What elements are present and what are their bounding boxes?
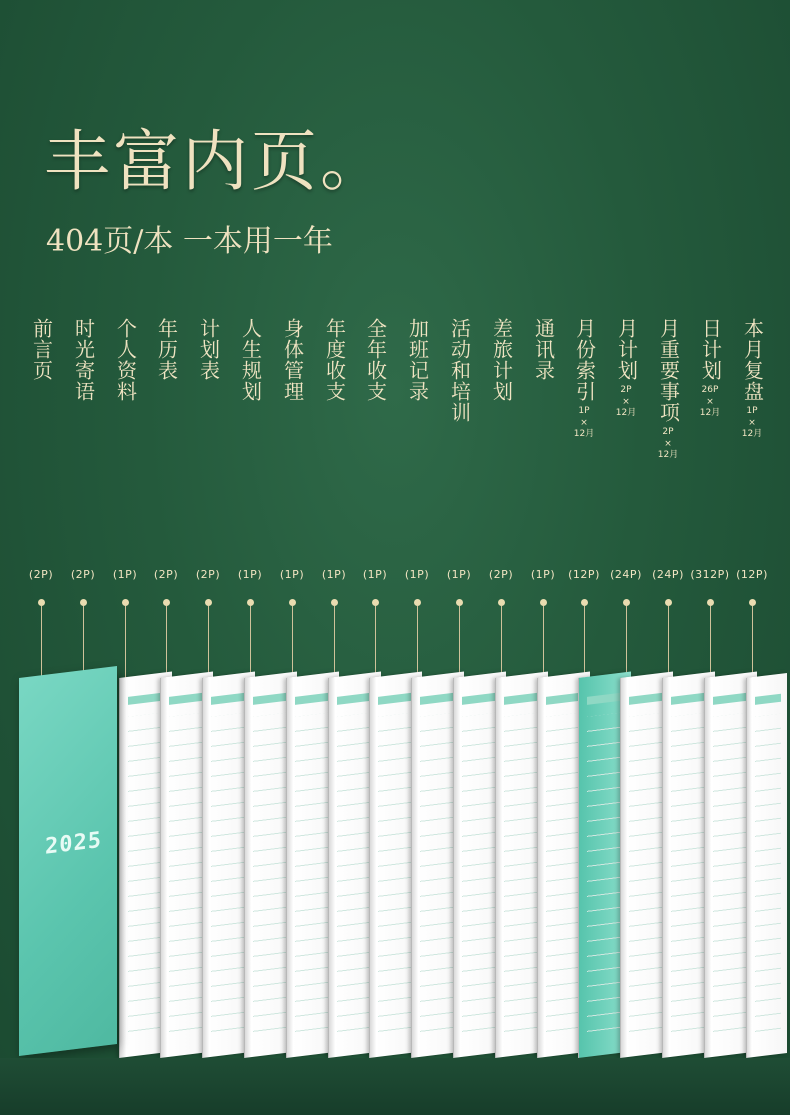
page-title: 丰富内页。 <box>44 123 389 200</box>
section-name: 全年收支 <box>363 318 388 402</box>
section-page-count: (1P) <box>112 568 138 581</box>
section-column <box>63 318 103 402</box>
pointer-dot <box>289 599 296 606</box>
section-page-count: (12P) <box>568 568 600 581</box>
section-column <box>523 318 563 381</box>
pointer-dot <box>163 599 170 606</box>
section-name: 月重要事项 <box>656 318 681 423</box>
section-column <box>272 318 312 402</box>
pointer-line <box>543 606 544 678</box>
pointer-line <box>208 606 209 678</box>
pointer-dot <box>205 599 212 606</box>
section-page-count: (24P) <box>652 568 684 581</box>
pointer-dot <box>707 599 714 606</box>
section-page-count: (1P) <box>321 568 347 581</box>
section-page-count: (12P) <box>736 568 768 581</box>
section-column <box>648 318 688 462</box>
section-multiplier: 2P × 12月 <box>657 427 679 461</box>
pointer-line <box>166 606 167 678</box>
section-name: 年度收支 <box>322 318 347 402</box>
section-page-count: (2P) <box>28 568 54 581</box>
pointer-line <box>752 606 753 678</box>
pointer-line <box>710 606 711 678</box>
pointer-dot <box>749 599 756 606</box>
section-name: 人生规划 <box>238 318 263 402</box>
section-column <box>481 318 521 402</box>
page-ruled-lines <box>755 714 781 1037</box>
section-name: 计划表 <box>196 318 221 381</box>
pointer-dot <box>540 599 547 606</box>
pointer-line <box>626 606 627 678</box>
pointer-line <box>375 606 376 678</box>
section-page-count: (1P) <box>404 568 430 581</box>
section-column <box>105 318 145 402</box>
pointer-line <box>584 606 585 678</box>
section-multiplier: 1P × 12月 <box>573 406 595 440</box>
pointer-dot <box>456 599 463 606</box>
pointer-dot <box>623 599 630 606</box>
section-name: 加班记录 <box>405 318 430 402</box>
pointer-dot <box>122 599 129 606</box>
pointer-dot <box>372 599 379 606</box>
notebook-page <box>746 673 787 1058</box>
pointer-dot <box>414 599 421 606</box>
section-page-count: (2P) <box>488 568 514 581</box>
section-page-count: (1P) <box>446 568 472 581</box>
section-page-count: (1P) <box>362 568 388 581</box>
pointer-line <box>459 606 460 678</box>
section-page-count: (1P) <box>237 568 263 581</box>
section-page-count: (312P) <box>690 568 730 581</box>
pointer-line <box>501 606 502 678</box>
cover-year: 2025 <box>45 827 102 860</box>
section-column <box>564 318 604 441</box>
section-name: 差旅计划 <box>489 318 514 402</box>
section-column <box>690 318 730 420</box>
pointer-dot <box>38 599 45 606</box>
page-header-bar <box>755 694 781 705</box>
section-column <box>606 318 646 420</box>
section-column <box>146 318 186 381</box>
floor-shadow <box>0 1058 790 1115</box>
section-name: 月份索引 <box>572 318 597 402</box>
pointer-line <box>292 606 293 678</box>
pointer-line <box>334 606 335 678</box>
section-page-count: (1P) <box>530 568 556 581</box>
section-page-count: (24P) <box>610 568 642 581</box>
section-column <box>355 318 395 402</box>
pointer-line <box>417 606 418 678</box>
section-column <box>732 318 772 441</box>
section-name: 本月复盘 <box>740 318 765 402</box>
pointer-dot <box>498 599 505 606</box>
section-column <box>397 318 437 402</box>
pointer-dot <box>331 599 338 606</box>
section-multiplier: 26P × 12月 <box>699 385 721 419</box>
pointer-line <box>125 606 126 678</box>
section-name: 前言页 <box>29 318 54 381</box>
pointer-dot <box>247 599 254 606</box>
section-page-count: (1P) <box>279 568 305 581</box>
section-page-count: (2P) <box>70 568 96 581</box>
section-column <box>188 318 228 381</box>
pointer-line <box>250 606 251 678</box>
section-multiplier: 2P × 12月 <box>615 385 637 419</box>
pointer-dot <box>80 599 87 606</box>
section-column <box>439 318 479 423</box>
section-name: 活动和培训 <box>447 318 472 423</box>
section-page-count: (2P) <box>195 568 221 581</box>
section-column <box>314 318 354 402</box>
section-name: 日计划 <box>698 318 723 381</box>
section-name: 个人资料 <box>113 318 138 402</box>
pointer-dot <box>581 599 588 606</box>
section-column <box>230 318 270 402</box>
pointer-line <box>668 606 669 678</box>
section-name: 身体管理 <box>280 318 305 402</box>
section-page-count: (2P) <box>153 568 179 581</box>
section-name: 通讯录 <box>531 318 556 381</box>
pointer-dot <box>665 599 672 606</box>
section-name: 时光寄语 <box>71 318 96 402</box>
section-column <box>21 318 61 381</box>
page-subtitle: 404页/本 一本用一年 <box>46 224 333 259</box>
section-name: 月计划 <box>614 318 639 381</box>
notebook-cover <box>19 666 117 1056</box>
section-name: 年历表 <box>154 318 179 381</box>
section-multiplier: 1P × 12月 <box>741 406 763 440</box>
